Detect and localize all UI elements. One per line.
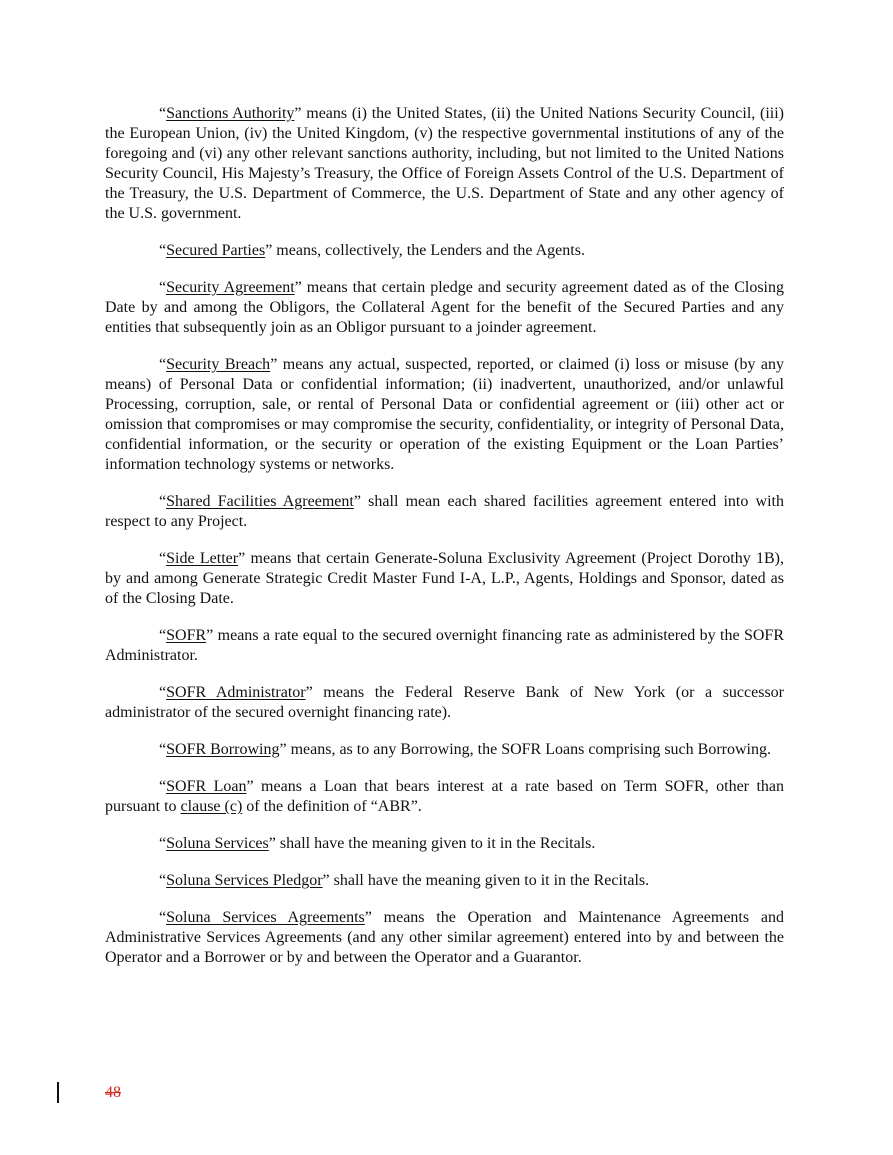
definitions-body	[105, 104, 784, 985]
definition-sofr-administrator: “SOFR Administrator” means the Federal Reserve Bank of New York (or a successor administrator of the secured overnight financing rate).	[105, 684, 785, 721]
defined-term: Sanctions Authority	[166, 105, 295, 122]
definition-text: means the Operation and Maintenance Agreements and Administrative Services Agreements (and any other similar agreement) entered into by and between the Operator and a Borrower or by and between the Operator and a Guarantor.	[105, 909, 784, 966]
defined-term: Shared Facilities Agreement	[166, 493, 354, 510]
definition-security-breach: “Security Breach” means any actual, suspected, reported, or claimed (i) loss or misuse (by any means) of Personal Data or confidential information; (ii) inadvertent, unauthorized, and/or unlawful Processing, corruption, sale, or rental of Personal Data or confidential agreement or (iii) other act or omission that compromises or may compromise the security, confidentiality, or integrity of Personal Data, confidential information, or the security or operation of the existing Equipment or the Loan Parties’ information technology systems or networks.	[105, 356, 784, 473]
defined-term: SOFR Borrowing	[166, 741, 280, 758]
definition-text: means the Federal Reserve Bank of New York (or a successor administrator of the secured overnight financing rate).	[105, 684, 785, 721]
defined-term: Soluna Services Agreements	[166, 909, 365, 926]
defined-term: Side Letter	[166, 550, 239, 567]
defined-term: Soluna Services Pledgor	[166, 872, 323, 889]
page-number: 48	[105, 1084, 121, 1101]
definition-text-continued: of the definition of “ABR”.	[242, 798, 422, 815]
definition-soluna-services-agreements: “Soluna Services Agreements” means the Operation and Maintenance Agreements and Administrative Services Agreements (and any other similar agreement) entered into by and between the Operator and a Borrower or by and between the Operator and a Guarantor.	[105, 909, 784, 966]
definition-shared-facilities-agreement: “Shared Facilities Agreement” shall mean each shared facilities agreement entered into with respect to any Project.	[105, 493, 785, 530]
definition-text: means any actual, suspected, reported, or claimed (i) loss or misuse (by any means) of Personal Data or confidential information; (ii) inadvertent, unauthorized, and/or unlawful Processing, corruption, sale, or rental of Personal Data or confidential agreement or (iii) other act or omission that compromises or may compromise the security, confidentiality, or integrity of Personal Data, confidential information, or the security or operation of the existing Equipment or the Loan Parties’ information technology systems or networks.	[105, 356, 784, 473]
cross-reference-link[interactable]: clause (c)	[180, 798, 243, 815]
definition-text: means a rate equal to the secured overnight financing rate as administered by the SOFR Administrator.	[105, 627, 784, 664]
defined-term: Soluna Services	[166, 835, 269, 852]
defined-term: SOFR Administrator	[166, 684, 306, 701]
definition-text: means, as to any Borrowing, the SOFR Loans comprising such Borrowing.	[286, 741, 771, 758]
defined-term: SOFR Loan	[166, 778, 247, 795]
definition-text: means that certain Generate-Soluna Exclusivity Agreement (Project Dorothy 1B), by and among Generate Strategic Credit Master Fund I-A, L.P., Agents, Holdings and Sponsor, dated as of the Closing Date.	[105, 550, 785, 607]
definition-text: shall have the meaning given to it in the Recitals.	[329, 872, 650, 889]
definition-text: means (i) the United States, (ii) the United Nations Security Council, (iii) the European Union, (iv) the United Kingdom, (v) the respective governmental institutions of any of the foregoing and (vi) any other relevant sanctions authority, including, but not limited to the United Nations Security Council, His Majesty’s Treasury, the Office of Foreign Assets Control of the U.S. Department of the Treasury, the U.S. Department of Commerce, the U.S. Department of State and any other agency of the U.S. government.	[105, 105, 784, 222]
definition-sofr: “SOFR” means a rate equal to the secured overnight financing rate as administered by the SOFR Administrator.	[105, 627, 784, 664]
defined-term: Security Breach	[166, 356, 271, 373]
defined-term: SOFR	[166, 627, 207, 644]
definition-text: means that certain pledge and security agreement dated as of the Closing Date by and among the Obligors, the Collateral Agent for the benefit of the Secured Parties and any entities that subsequently join as an Obligor pursuant to a joinder agreement.	[105, 279, 784, 336]
definition-text: shall have the meaning given to it in the Recitals.	[275, 835, 596, 852]
definition-text: means a Loan that bears interest at a rate based on Term SOFR, other than pursuant to	[105, 778, 785, 815]
revision-change-bar	[57, 1082, 59, 1103]
definition-sanctions-authority: “Sanctions Authority” means (i) the United States, (ii) the United Nations Security Council, (iii) the European Union, (iv) the United Kingdom, (v) the respective governmental institutions of any of the foregoing and (vi) any other relevant sanctions authority, including, but not limited to the United Nations Security Council, His Majesty’s Treasury, the Office of Foreign Assets Control of the U.S. Department of the Treasury, the U.S. Department of Commerce, the U.S. Department of State and any other agency of the U.S. government.	[105, 105, 784, 222]
definition-sofr-borrowing: “SOFR Borrowing” means, as to any Borrowing, the SOFR Loans comprising such Borrowing.	[159, 741, 771, 758]
definition-soluna-services-pledgor: “Soluna Services Pledgor” shall have the meaning given to it in the Recitals.	[159, 872, 650, 889]
definition-security-agreement: “Security Agreement” means that certain pledge and security agreement dated as of the Closing Date by and among the Obligors, the Collateral Agent for the benefit of the Secured Parties and any entities that subsequently join as an Obligor pursuant to a joinder agreement.	[105, 279, 784, 336]
defined-term: Security Agreement	[166, 279, 295, 296]
definition-text: means, collectively, the Lenders and the Agents.	[272, 242, 585, 259]
definition-secured-parties: “Secured Parties” means, collectively, the Lenders and the Agents.	[159, 242, 585, 259]
definition-sofr-loan: “SOFR Loan” means a Loan that bears interest at a rate based on Term SOFR, other than pursuant to clause (c) of the definition of “ABR”.	[105, 778, 785, 815]
definition-side-letter: “Side Letter” means that certain Generate-Soluna Exclusivity Agreement (Project Dorothy 1B), by and among Generate Strategic Credit Master Fund I-A, L.P., Agents, Holdings and Sponsor, dated as of the Closing Date.	[105, 550, 785, 607]
definition-text: shall mean each shared facilities agreement entered into with respect to any Project.	[105, 493, 785, 530]
defined-term: Secured Parties	[166, 242, 266, 259]
definition-soluna-services: “Soluna Services” shall have the meaning given to it in the Recitals.	[159, 835, 596, 852]
